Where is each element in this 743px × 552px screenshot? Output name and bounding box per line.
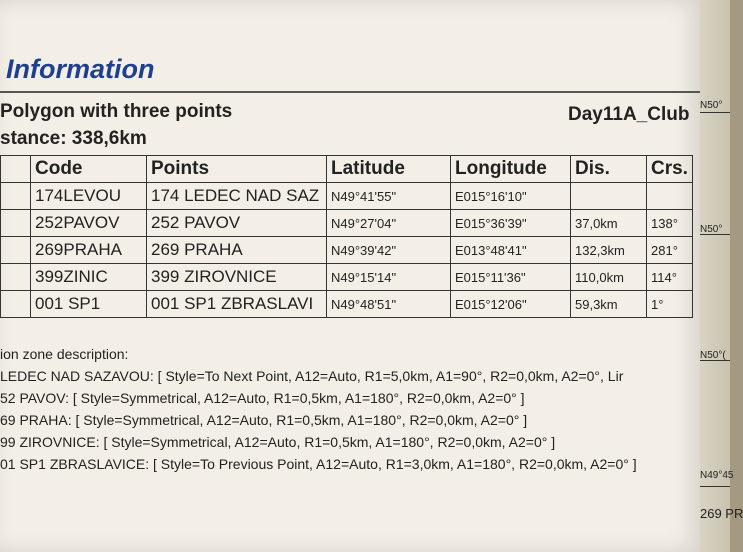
points-cell: 252 PAVOV (147, 210, 327, 237)
latitude-cell: N49°27'04" (327, 210, 451, 237)
course-cell: 281° (647, 237, 693, 264)
code-cell: 252PAVOV (31, 210, 147, 237)
distance-header: Dis. (571, 156, 647, 183)
index-header (1, 156, 31, 183)
index-cell (1, 291, 31, 318)
map-label: N50°( (700, 350, 726, 361)
map-label: 269 PR (700, 506, 743, 521)
points-cell: 174 LEDEC NAD SAZ (147, 183, 327, 210)
latitude-cell: N49°39'42" (327, 237, 451, 264)
points-cell: 399 ZIROVNICE (147, 264, 327, 291)
longitude-cell: E015°12'06" (451, 291, 571, 318)
distance-cell: 59,3km (571, 291, 647, 318)
course-cell: 114° (647, 264, 693, 291)
zone-description-line: 69 PRAHA: [ Style=Symmetrical, A12=Auto, R1=0,5km, A1=180°, R2=0,0km, A2=0° ] (0, 412, 528, 428)
map-label: N50° (700, 224, 723, 235)
map-gridline (700, 486, 730, 487)
zone-description-line: 52 PAVOV: [ Style=Symmetrical, A12=Auto, R1=0,5km, A1=180°, R2=0,0km, A2=0° ] (0, 390, 525, 406)
code-header: Code (31, 156, 147, 183)
longitude-cell: E015°16'10" (451, 183, 571, 210)
latitude-header: Latitude (327, 156, 451, 183)
table-header-row (1, 156, 693, 183)
longitude-header: Longitude (451, 156, 571, 183)
course-cell: 138° (647, 210, 693, 237)
index-cell (1, 264, 31, 291)
index-cell (1, 237, 31, 264)
code-cell: 269PRAHA (31, 237, 147, 264)
table-row (1, 183, 693, 210)
zone-description-line: LEDEC NAD SAZAVOU: [ Style=To Next Point, A12=Auto, R1=5,0km, A1=90°, R2=0,0km, A2=0°, Lir (0, 368, 624, 384)
index-cell (1, 210, 31, 237)
distance-cell: 37,0km (571, 210, 647, 237)
table-row (1, 264, 693, 291)
longitude-cell: E015°36'39" (451, 210, 571, 237)
zone-description-heading: ion zone description: (0, 346, 129, 362)
latitude-cell: N49°41'55" (327, 183, 451, 210)
code-cell: 001 SP1 (31, 291, 147, 318)
latitude-cell: N49°15'14" (327, 264, 451, 291)
task-distance: stance: 338,6km (0, 128, 147, 149)
course-cell (647, 183, 693, 210)
table-row (1, 237, 693, 264)
distance-cell: 132,3km (571, 237, 647, 264)
latitude-cell: N49°48'51" (327, 291, 451, 318)
table-row (1, 210, 693, 237)
zone-description-line: 01 SP1 ZBRASLAVICE: [ Style=To Previous Point, A12=Auto, R1=3,0km, A1=180°, R2=0,0km, A2=0° ] (0, 456, 637, 472)
longitude-cell: E015°11'36" (451, 264, 571, 291)
page-title: Information (6, 54, 155, 84)
course-cell: 1° (647, 291, 693, 318)
longitude-cell: E013°48'41" (451, 237, 571, 264)
map-label: N49°45 (700, 470, 734, 481)
table-row (1, 291, 693, 318)
course-header: Crs. (647, 156, 693, 183)
zone-description-line: 99 ZIROVNICE: [ Style=Symmetrical, A12=Auto, R1=0,5km, A1=180°, R2=0,0km, A2=0° ] (0, 434, 556, 450)
distance-cell: 110,0km (571, 264, 647, 291)
index-cell (1, 183, 31, 210)
task-name: Day11A_Club (568, 104, 690, 125)
map-gridline (700, 112, 730, 113)
points-cell: 269 PRAHA (147, 237, 327, 264)
map-label: N50° (700, 100, 723, 111)
title-divider (0, 91, 700, 93)
points-cell: 001 SP1 ZBRASLAVI (147, 291, 327, 318)
turnpoint-table (0, 155, 693, 318)
distance-cell (571, 183, 647, 210)
points-header: Points (147, 156, 327, 183)
code-cell: 174LEVOU (31, 183, 147, 210)
code-cell: 399ZINIC (31, 264, 147, 291)
task-type: Polygon with three points (0, 101, 233, 122)
